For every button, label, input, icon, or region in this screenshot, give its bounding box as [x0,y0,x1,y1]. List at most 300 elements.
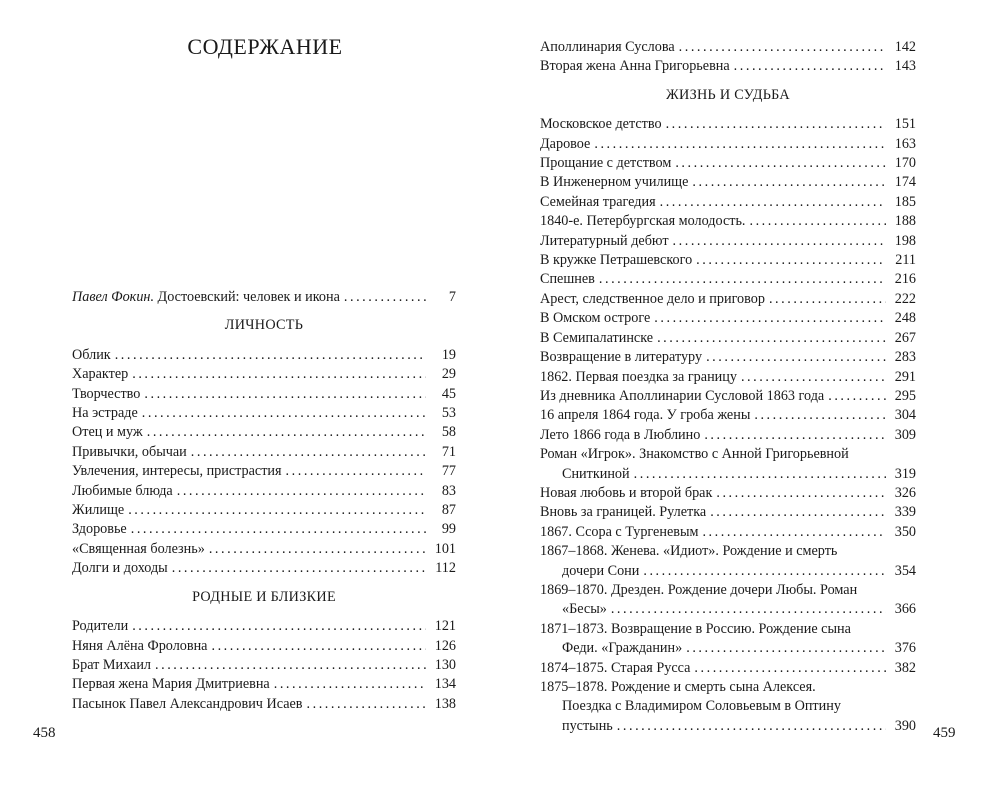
dot-leader [702,523,886,542]
toc-entry-line [540,38,916,57]
toc-entry-text: Первая жена Мария Дмитриевна [72,676,270,693]
toc-entry-page: 366 [894,601,916,618]
toc-entry-page: 354 [894,562,916,579]
toc-entry-line [540,270,916,289]
toc-entry-line [540,406,916,425]
toc-entry-line [540,329,916,348]
toc-entry-text: «Священная болезнь» [72,540,205,557]
page-title: СОДЕРЖАНИЕ [187,34,343,59]
toc-entry-page: 222 [894,290,916,307]
toc-entry[interactable] [540,115,916,134]
toc-entry-title [540,445,849,464]
toc-entry-text: На эстраде [72,405,138,422]
toc-entry-text: Долги и доходы [72,560,168,577]
toc-entry-page: 121 [434,618,456,635]
toc-entry-title [72,540,205,559]
toc-entry-text: Феди. «Гражданин» [562,640,683,657]
toc-entry-page: 112 [435,560,456,577]
toc-entry-text: 16 апреля 1864 года. У гроба жены [540,407,751,424]
toc-entry[interactable] [540,368,916,387]
toc-entry-line [540,348,916,367]
toc-entry-page: 45 [441,385,456,402]
toc-entry-text: Привычки, обычаи [72,443,187,460]
toc-entry-line [540,659,916,678]
dot-leader [734,57,886,76]
toc-entry-line [72,501,456,520]
toc-entry-line [72,559,456,578]
dot-leader [286,462,426,481]
toc-entry-line [540,639,916,658]
toc-entry[interactable] [540,309,916,328]
toc-entry-title [562,465,630,484]
toc-entry-line [540,173,916,192]
toc-entry-line [540,290,916,309]
toc-entry[interactable] [540,426,916,445]
toc-entry-text: В Инженерном училище [540,174,689,191]
toc-entry-text: Сниткиной [562,465,630,482]
toc-entry-text: Любимые блюда [72,482,173,499]
toc-entry-text: Жилище [72,502,125,519]
toc-entry-text: Лето 1866 года в Люблино [540,426,701,443]
toc-entry-title [540,348,702,367]
toc-entry[interactable] [540,329,916,348]
dot-leader [172,559,426,578]
toc-entry[interactable] [72,288,456,307]
toc-entry[interactable] [540,523,916,542]
dot-leader [617,717,886,736]
toc-entry-title [540,115,662,134]
toc-entry-line [72,482,456,501]
toc-entry-line [540,57,916,76]
toc-entry-text: Отец и муж [72,424,143,441]
toc-entry-page: 77 [441,463,456,480]
toc-entry-page: 71 [441,443,456,460]
dot-leader [177,482,426,501]
toc-entry-line [540,368,916,387]
dot-leader [666,115,886,134]
toc-entry[interactable] [72,404,456,423]
toc-column-left [72,288,456,714]
toc-entry-title [540,426,700,445]
dot-leader [132,617,426,636]
toc-entry-page: 319 [894,465,916,482]
toc-entry-line [540,678,916,697]
toc-entry-line [540,465,916,484]
toc-entry-page: 390 [894,717,916,734]
toc-entry[interactable] [540,445,916,484]
toc-entry[interactable] [72,540,456,559]
toc-entry-line [540,581,916,600]
toc-entry-title [540,232,669,251]
toc-entry[interactable] [72,482,456,501]
toc-entry-page: 151 [894,116,916,133]
dot-leader [307,695,427,714]
toc-entry-text: 1874–1875. Старая Русса [540,659,691,676]
toc-entry-text: Брат Михаил [72,656,152,673]
dot-leader [657,329,886,348]
toc-entry-text: Новая любовь и второй брак [540,484,713,501]
toc-entry-title [540,581,857,600]
toc-entry[interactable] [72,462,456,481]
dot-leader [675,154,886,173]
toc-entry-title [72,423,143,442]
toc-entry-line [540,620,916,639]
toc-entry-line [72,423,456,442]
toc-entry-title [540,57,730,76]
toc-entry-title [72,617,128,636]
toc-entry-text: Поездка с Владимиром Соловьевым в Оптину [562,698,841,715]
toc-entry-text: дочери Сони [562,562,640,579]
toc-entry-title [562,697,841,716]
toc-entry[interactable] [540,193,916,212]
toc-entry-page: 99 [441,521,456,538]
dot-leader [131,520,426,539]
toc-entry-text: Родители [72,618,129,635]
toc-entry-text: Спешнев [540,271,595,288]
toc-entry[interactable] [72,695,456,714]
toc-entry-title [540,290,765,309]
toc-entry-text: Здоровье [72,521,127,538]
toc-entry-text: Арест, следственное дело и приговор [540,290,765,307]
toc-entry-line [540,212,916,231]
dot-leader [660,193,886,212]
toc-entry-page: 134 [434,676,456,693]
dot-leader [599,270,886,289]
toc-entry-page: 130 [434,656,456,673]
toc-entry-title [562,562,639,581]
toc-entry-title [72,656,151,675]
dot-leader [211,637,426,656]
toc-entry-text: Литературный дебют [540,232,669,249]
toc-entry[interactable] [72,423,456,442]
toc-entry-page: 326 [894,484,916,501]
dot-leader [611,600,886,619]
toc-entry-text: Прощание с детством [540,155,672,172]
section-heading: ЖИЗНЬ И СУДЬБА [666,86,790,103]
toc-entry-line [72,675,456,694]
toc-entry-text: Няня Алёна Фроловна [72,637,208,654]
toc-entry-line [540,717,916,736]
toc-entry-line [540,697,916,716]
toc-entry-title [540,523,698,542]
toc-entry-line [540,309,916,328]
toc-entry-line [72,288,456,307]
toc-entry[interactable] [72,637,456,656]
toc-entry-text: 1840-е. Петербургская молодость. [540,213,746,230]
toc-entry-page: 216 [894,271,916,288]
toc-entry-text: «Бесы» [562,601,607,618]
toc-entry-text: Из дневника Аполлинарии Сусловой 1863 года [540,387,825,404]
toc-entry-line [540,154,916,173]
toc-entry[interactable] [72,656,456,675]
toc-entry-title [540,406,750,425]
toc-entry[interactable] [72,675,456,694]
toc-entry-page: 291 [894,368,916,385]
toc-entry[interactable] [540,212,916,231]
toc-entry-title [540,542,837,561]
toc-entry[interactable] [540,348,916,367]
toc-entry[interactable] [72,559,456,578]
toc-entry-page: 382 [894,659,916,676]
toc-entry-page: 87 [441,502,456,519]
toc-entry[interactable] [540,232,916,251]
toc-entry-text: Московское детство [540,116,662,133]
toc-entry[interactable] [540,57,916,76]
toc-entry-title [540,329,653,348]
toc-entry-title [72,637,207,656]
toc-entry[interactable] [540,173,916,192]
toc-entry-title [540,193,656,212]
toc-entry-line [540,542,916,561]
toc-entry-text: Характер [72,366,129,383]
toc-entry-page: 126 [434,637,456,654]
dot-leader [716,484,886,503]
section-heading: ЛИЧНОСТЬ [224,317,304,334]
toc-entry-line [540,484,916,503]
dot-leader [754,406,886,425]
toc-entry-line [72,656,456,675]
toc-entry-line [72,695,456,714]
dot-leader [594,135,886,154]
toc-entry[interactable] [540,387,916,406]
dot-leader [704,426,886,445]
toc-entry-line [540,503,916,522]
dot-leader [274,675,426,694]
toc-entry-title [540,503,706,522]
toc-entry-page: 101 [434,540,456,557]
dot-leader [643,562,886,581]
toc-entry-title [562,717,613,736]
toc-entry[interactable] [540,270,916,289]
toc-entry-text: Роман «Игрок». Знакомство с Анной Григорьевной [540,446,849,463]
toc-entry-line [72,540,456,559]
toc-entry-title [540,309,650,328]
toc-entry[interactable] [72,385,456,404]
toc-entry-title [72,675,270,694]
toc-entry[interactable] [540,251,916,270]
toc-entry-title [562,639,682,658]
toc-entry-page: 248 [894,310,916,327]
toc-entry-text: Даровое [540,135,591,152]
toc-entry-title [72,501,124,520]
toc-entry-text: В Семипалатинске [540,329,654,346]
toc-entry-text: пустынь [562,717,613,734]
toc-entry[interactable] [540,154,916,173]
toc-entry-page: 188 [894,213,916,230]
dot-leader [147,423,426,442]
toc-entry[interactable] [540,542,916,581]
toc-entry-title [540,368,737,387]
toc-entry-page: 304 [894,407,916,424]
toc-entry-title [72,462,282,481]
toc-entry-page: 309 [894,426,916,443]
toc-entry[interactable] [72,365,456,384]
toc-entry-page: 83 [441,482,456,499]
toc-entry-line [540,193,916,212]
toc-entry-title [540,154,671,173]
toc-entry-title [540,678,816,697]
page-number: 459 [933,725,956,741]
toc-entry-author: Павел Фокин. [72,289,154,305]
toc-entry-title [72,443,187,462]
toc-column-right [540,38,916,736]
dot-leader [692,173,886,192]
toc-entry-line [540,600,916,619]
toc-entry[interactable] [540,484,916,503]
toc-entry-page: 29 [441,366,456,383]
toc-entry[interactable] [540,659,916,678]
toc-entry-line [72,637,456,656]
toc-entry-title [72,520,127,539]
toc-entry-page: 163 [894,135,916,152]
toc-entry-line [540,523,916,542]
toc-entry[interactable] [540,406,916,425]
toc-entry-page: 58 [441,424,456,441]
toc-entry-line [72,385,456,404]
toc-entry-text: Увлечения, интересы, пристрастия [72,463,282,480]
toc-entry-line [540,232,916,251]
toc-entry-text: 1871–1873. Возвращение в Россию. Рождение сына [540,620,851,637]
toc-entry-text: Достоевский: человек и икона [157,289,340,305]
toc-entry-line [540,445,916,464]
toc-entry-page: 211 [895,252,916,269]
toc-entry[interactable] [540,290,916,309]
toc-entry[interactable] [72,520,456,539]
toc-entry-title [72,288,340,307]
toc-entry-text: 1869–1870. Дрезден. Рождение дочери Любы. Роман [540,581,858,598]
toc-entry-title [540,484,712,503]
toc-entry-title [562,600,607,619]
toc-entry-text: 1867–1868. Женева. «Идиот». Рождение и смерть [540,543,838,560]
toc-entry-page: 339 [894,504,916,521]
toc-entry[interactable] [72,617,456,636]
dot-leader [686,639,886,658]
dot-leader [144,385,426,404]
dot-leader [769,290,886,309]
toc-entry-title [72,365,128,384]
toc-entry-title [72,385,140,404]
toc-entry-title [540,659,690,678]
toc-entry-page: 19 [441,346,456,363]
dot-leader [128,501,426,520]
dot-leader [132,365,426,384]
toc-entry-title [540,173,688,192]
toc-entry[interactable] [540,503,916,522]
toc-entry-line [540,115,916,134]
dot-leader [710,503,886,522]
dot-leader [828,387,886,406]
toc-entry-page: 174 [894,174,916,191]
toc-entry-line [540,135,916,154]
dot-leader [191,443,426,462]
toc-entry[interactable] [540,38,916,57]
section-heading: РОДНЫЕ И БЛИЗКИЕ [192,588,336,605]
toc-entry[interactable] [540,678,916,736]
toc-entry-line [72,404,456,423]
toc-entry-title [72,404,138,423]
toc-entry-page: 295 [894,387,916,404]
toc-entry-title [72,559,168,578]
toc-entry-title [72,346,111,365]
toc-entry-page: 53 [441,405,456,422]
toc-entry[interactable] [540,135,916,154]
toc-entry-title [540,387,824,406]
toc-entry-text: Творчество [72,385,141,402]
toc-entry-page: 198 [894,232,916,249]
dot-leader [706,348,886,367]
dot-leader [344,288,426,307]
dot-leader [673,232,886,251]
dot-leader [696,251,886,270]
toc-entry-text: Облик [72,346,111,363]
toc-entry[interactable] [540,620,916,659]
toc-entry-text: 1867. Ссора с Тургеневым [540,523,699,540]
toc-entry-line [540,426,916,445]
toc-entry-line [72,346,456,365]
toc-entry-page: 138 [434,695,456,712]
toc-entry-title [72,482,173,501]
toc-entry[interactable] [72,443,456,462]
toc-entry-title [72,695,303,714]
toc-entry-line [72,443,456,462]
toc-entry-text: 1875–1878. Рождение и смерть сына Алексея. [540,679,816,695]
toc-entry-page: 283 [894,349,916,366]
dot-leader [654,309,886,328]
toc-entry-text: 1862. Первая поездка за границу [540,368,737,385]
toc-entry-page: 170 [894,155,916,172]
toc-entry-page: 350 [894,523,916,540]
toc-entry-title [540,212,745,231]
dot-leader [155,656,426,675]
toc-entry-page: 142 [894,39,916,55]
toc-entry-text: Пасынок Павел Александрович Исаев [72,695,303,712]
toc-entry-page: 7 [448,289,456,305]
dot-leader [115,346,426,365]
toc-entry-text: В кружке Петрашевского [540,252,693,269]
dot-leader [749,212,886,231]
toc-entry-page: 267 [894,329,916,346]
dot-leader [694,659,886,678]
toc-entry-title [540,270,595,289]
toc-entry-page: 143 [894,58,916,75]
toc-entry-text: Семейная трагедия [540,193,656,210]
toc-entry-line [72,462,456,481]
toc-entry[interactable] [72,346,456,365]
toc-entry-text: Вторая жена Анна Григорьевна [540,58,730,75]
right-page [500,0,1000,787]
toc-entry[interactable] [540,581,916,620]
toc-entry-title [540,251,692,270]
dot-leader [679,38,886,57]
toc-entry-line [540,251,916,270]
toc-entry-line [72,617,456,636]
toc-entry-text: В Омском остроге [540,310,651,327]
toc-entry-line [72,365,456,384]
toc-entry-page: 376 [894,640,916,657]
toc-entry-title [540,38,675,57]
dot-leader [142,404,426,423]
toc-entry-line [540,562,916,581]
toc-entry-title [540,620,851,639]
toc-entry-line [72,520,456,539]
dot-leader [741,368,886,387]
dot-leader [634,465,886,484]
toc-entry-page: 185 [894,193,916,210]
toc-entry[interactable] [72,501,456,520]
toc-entry-text: Аполлинария Суслова [540,39,675,55]
toc-entry-title [540,135,590,154]
toc-entry-line [540,387,916,406]
